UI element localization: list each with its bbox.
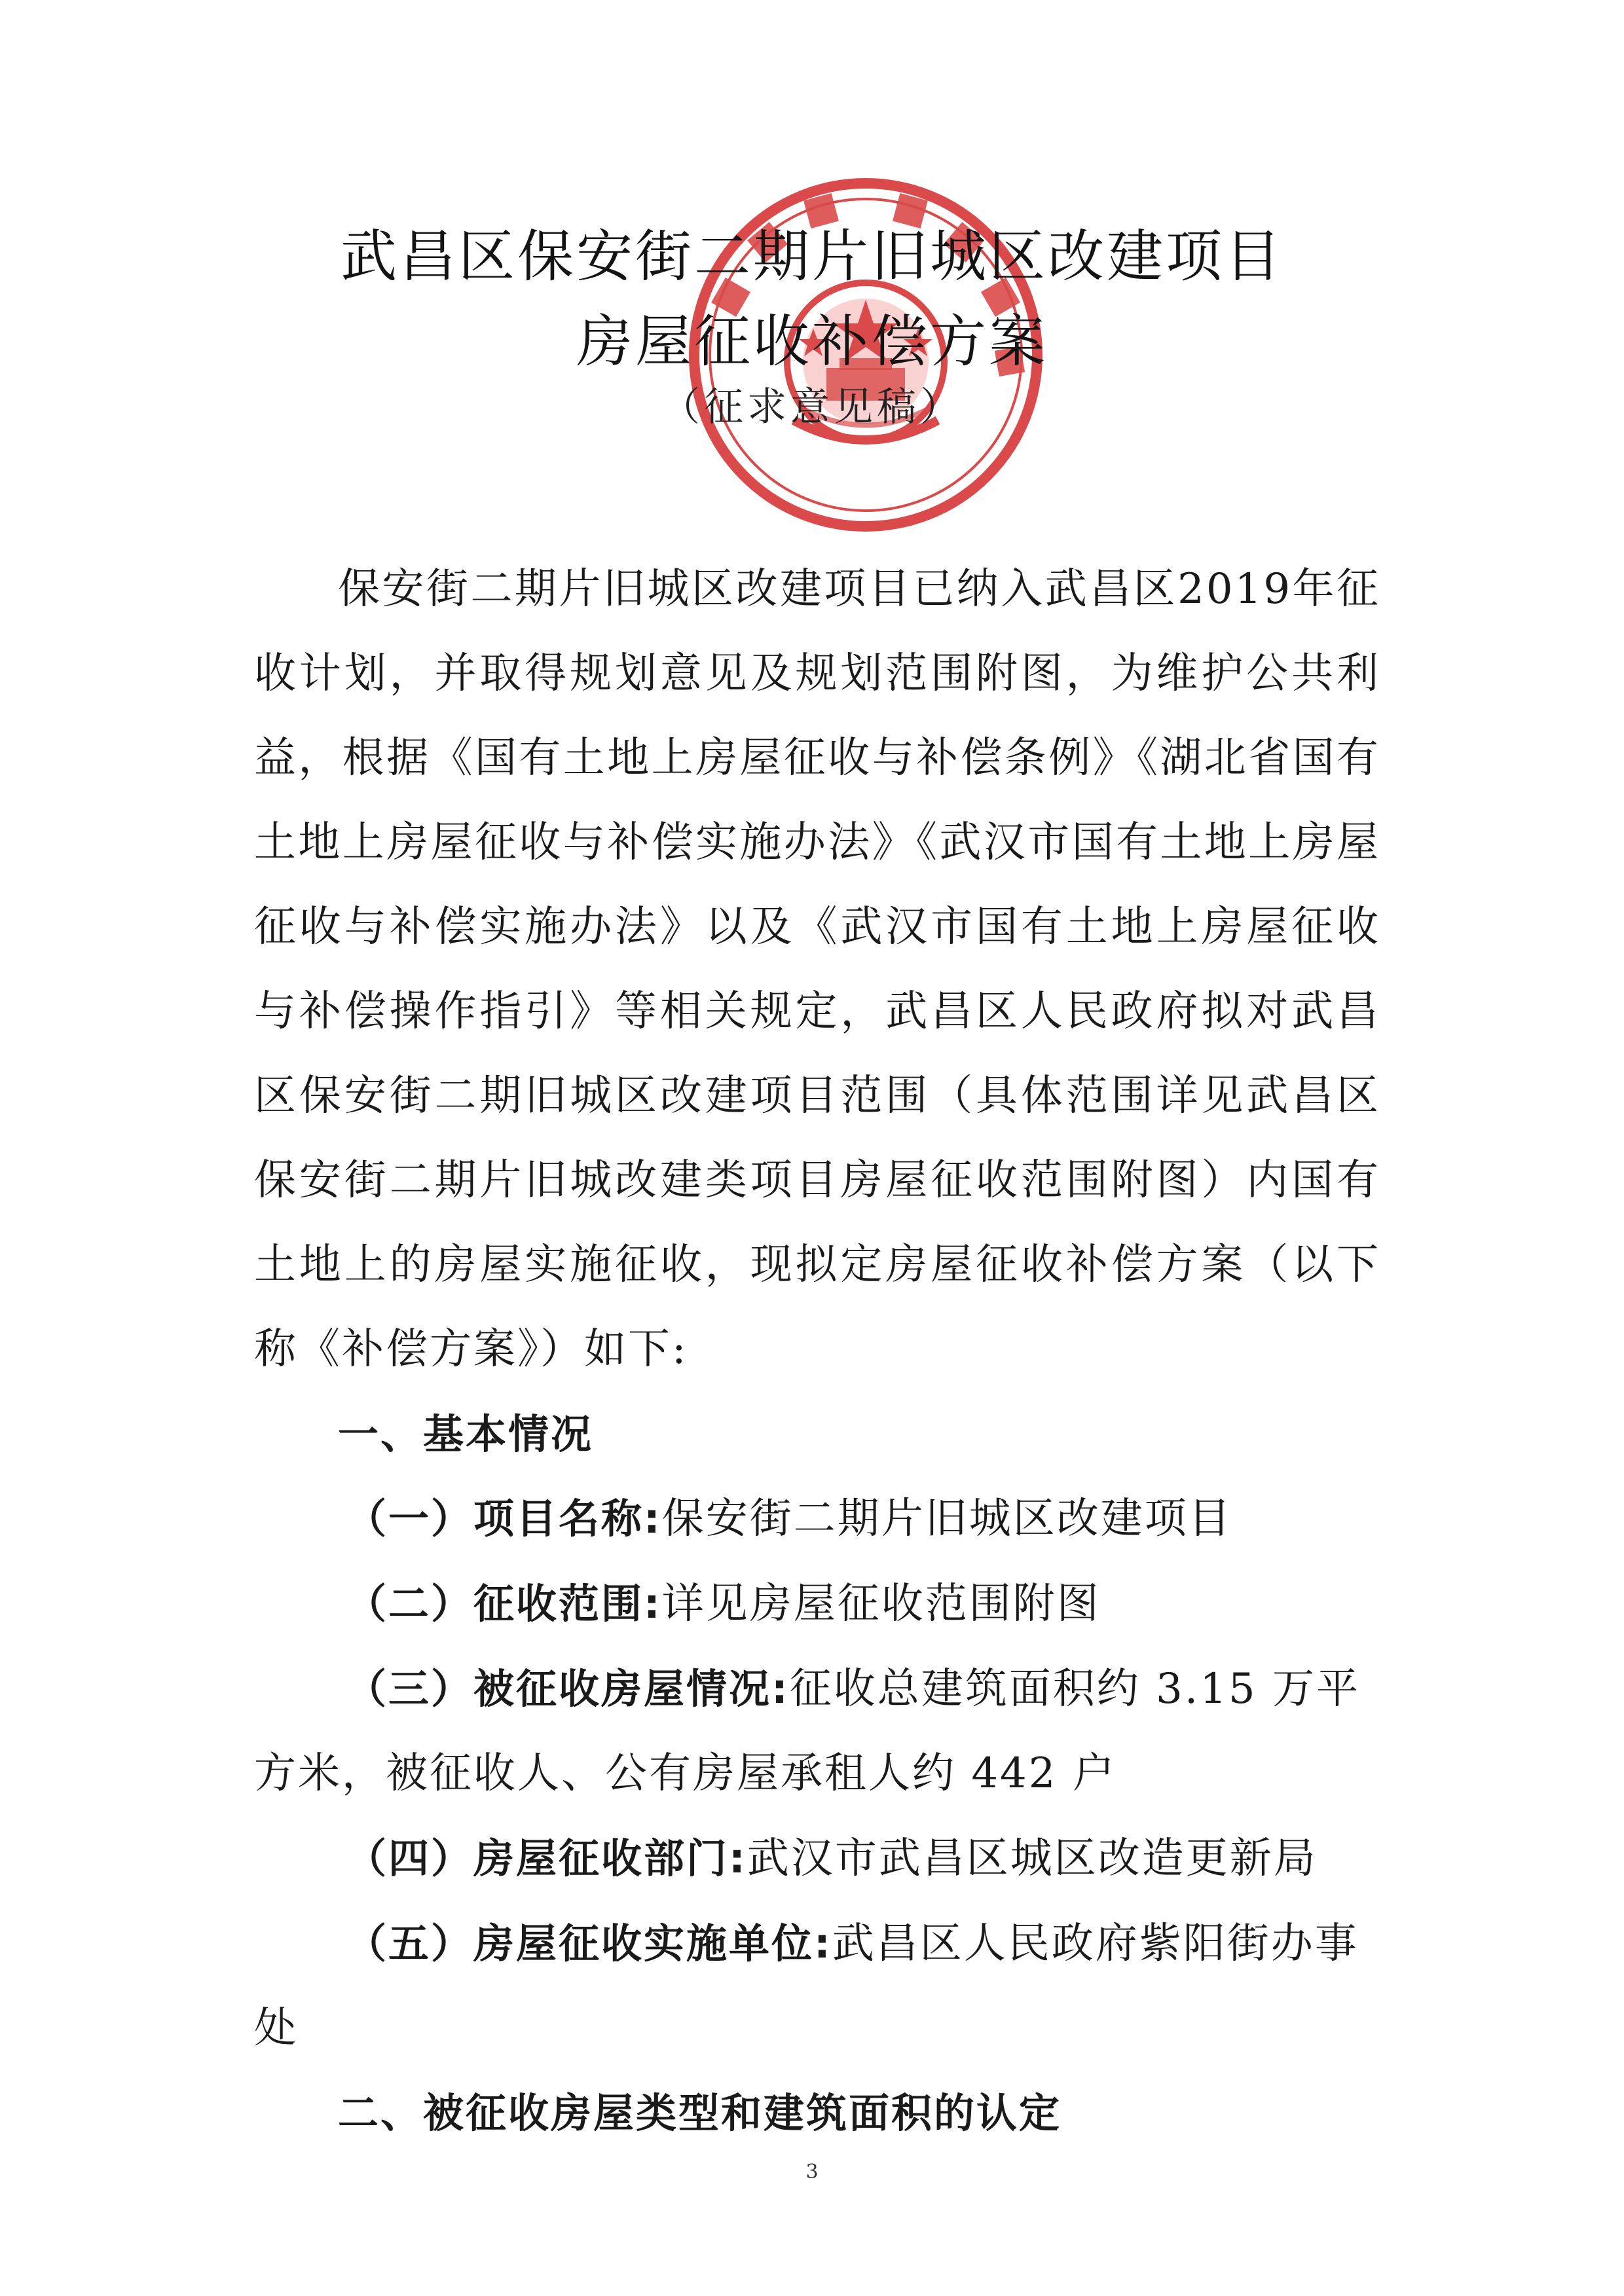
document-title-line-2: 房屋征收补偿方案 xyxy=(576,309,1048,374)
item-label: （一）项目名称: xyxy=(346,1495,662,1542)
document-body xyxy=(254,547,1380,2155)
page-number: 3 xyxy=(805,2160,819,2183)
list-item-department xyxy=(254,1816,1380,1901)
list-item-implementing-unit xyxy=(254,1901,1380,2071)
intro-paragraph: 保安街二期片旧城区改建项目已纳入武昌区2019年征收计划，并取得规划意见及规划范围附图，为维护公共利益，根据《国有土地上房屋征收与补偿条例》《湖北省国有土地上房屋征收与补偿实施办法》《武汉市国有土地上房屋征收与补偿实施办法》以及《武汉市国有土地上房屋征收与补偿操作指引》等相关规定，武昌区人民政府拟对武昌区保安街二期旧城区改建项目范围（具体范围详见武昌区保安街二期片旧城改建类项目房屋征收范围附图）内国有土地上的房屋实施征收，现拟定房屋征收补偿方案（以下称《补偿方案》）如下: xyxy=(254,565,1380,1374)
list-item-housing-situation xyxy=(254,1647,1380,1816)
item-label: （三）被征收房屋情况: xyxy=(346,1665,790,1713)
item-text: 武汉市武昌区城区改造更新局 xyxy=(747,1834,1318,1883)
item-label: （二）征收范围: xyxy=(346,1580,662,1628)
item-text: 征收总建筑面积约 3.15 万平方米，被征收人、公有房屋承租人约 442 户 xyxy=(254,1665,1360,1798)
item-label: （五）房屋征收实施单位: xyxy=(346,1920,832,1967)
list-item-project-name xyxy=(254,1476,1380,1561)
document-title-line-1: 武昌区保安街二期片旧城区改建项目 xyxy=(341,224,1283,289)
item-text: 武昌区人民政府紫阳街办事处 xyxy=(254,1920,1359,2052)
item-text: 详见房屋征收范围附图 xyxy=(661,1580,1101,1628)
item-label: （四）房屋征收部门: xyxy=(346,1834,747,1882)
section-heading-basic-info: 一、基本情况 xyxy=(338,1410,594,1458)
item-text: 保安街二期片旧城区改建项目 xyxy=(661,1495,1232,1543)
document-subtitle: （征求意见稿） xyxy=(661,384,963,430)
section-heading-house-types: 二、被征收房屋类型和建筑面积的认定 xyxy=(338,2089,1062,2137)
list-item-scope xyxy=(254,1561,1380,1647)
